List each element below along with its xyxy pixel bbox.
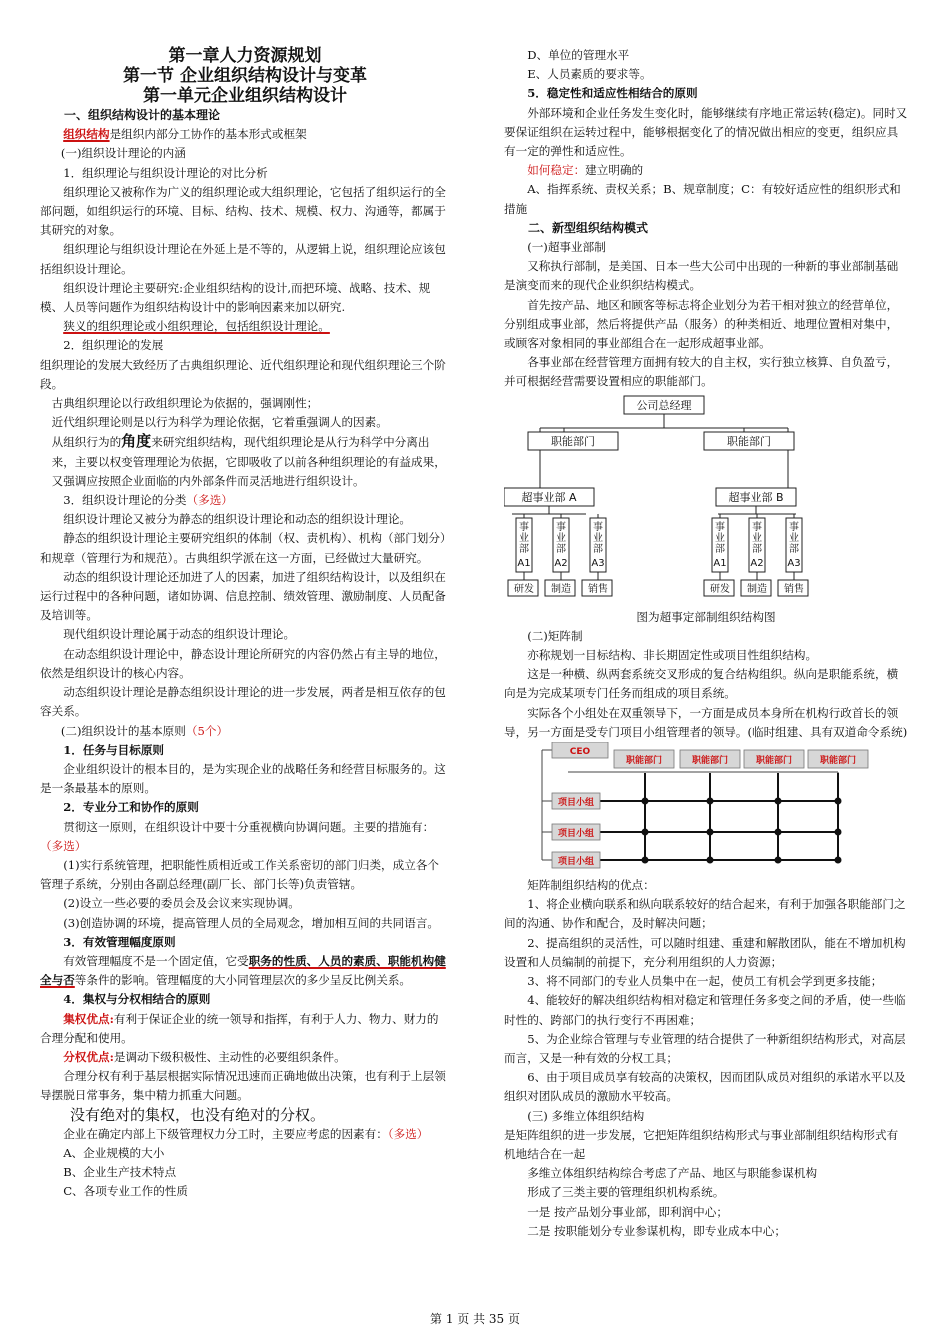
item-development: 2．组织理论的发展 xyxy=(63,338,164,353)
stability-items: A、指挥系统、责权关系；B、规章制度；C：有较好适应性的组织形式和措施 xyxy=(504,182,901,216)
paragraph: 组织设计理论主要研究:企业组织结构的设计,而把环境、战略、技术、规模、人员等问题作为组织结构设计中的影响因素来加以研究. xyxy=(40,280,431,315)
org-division-id: A3 xyxy=(787,557,801,569)
org-definition: 组织结构是组织内部分工协作的基本形式或框架 xyxy=(63,127,307,142)
matrix-advantage: 6、由于项目成员享有较高的决策权，因而团队成员对组织的承诺水平以及组织对团队成员的激励水平较高。 xyxy=(504,1070,906,1104)
org-division-char: 事 xyxy=(556,521,566,533)
paragraph: 现代组织设计理论属于动态的组织设计理论。 xyxy=(63,627,296,642)
org-division-char: 业 xyxy=(593,532,603,544)
paragraph: 近代组织理论则是以行为科学为理论依据，它着重强调人的因素。 xyxy=(51,415,388,430)
org-division-char: 部 xyxy=(593,543,603,555)
org-division-char: 业 xyxy=(789,532,799,544)
matrix-advantage: 5、为企业综合管理与专业管理的结合提供了一种新组织结构形式，对高层而言，又是一种有效的分权工具； xyxy=(504,1031,906,1065)
paragraph: 又称执行部制，是美国、日本一些大公司中出现的一种新的事业部制基础是演变而来的现代企业织织结构模式。 xyxy=(504,259,899,293)
principle-3: 3．有效管理幅度原则 xyxy=(63,934,176,949)
matrix-team: 项目小组 xyxy=(557,829,595,840)
item-classification: 3．组织设计理论的分类（多选） xyxy=(63,493,233,508)
principle-5: 5．稳定性和适应性相结合的原则 xyxy=(527,86,698,101)
right-column xyxy=(504,46,908,1241)
paragraph: 多维立体组织结构综合考虑了产品、地区与职能参谋机构 xyxy=(527,1166,818,1181)
factor-d: D、单位的管理水平 xyxy=(527,48,630,62)
section-title: 第一节 企业组织结构设计与变革 xyxy=(123,66,367,86)
matrix-org-chart xyxy=(504,742,908,876)
centralization-advantages: 集权优点:有利于保证企业的统一领导和指挥，有利于人力、物力、财力的合理分配和使用。 xyxy=(40,1011,439,1045)
org-division-char: 部 xyxy=(752,543,762,555)
org-division-char: 业 xyxy=(715,532,725,544)
org-sbu-b: 超事业部 B xyxy=(728,490,784,504)
factor-e: E、人员素质的要求等。 xyxy=(527,67,652,82)
org-function-label: 销售 xyxy=(588,583,608,595)
factor-a: A、企业规模的大小 xyxy=(63,1145,165,1160)
org-chart-caption: 图为超事定部制组织结构图 xyxy=(636,609,776,624)
org-division-id: A2 xyxy=(554,557,568,569)
paragraph: 古典组织理论以行政组织理论为依据的，强调刚性； xyxy=(51,396,319,411)
org-function-label: 研发 xyxy=(710,583,730,595)
paragraph: (3)创造协调的环境，提高管理人员的全局观念，增加相互间的共同语言。 xyxy=(63,915,440,930)
matrix-advantage: 1、将企业横向联系和纵向联系较好的结合起来，有利于加强各职能部门之间的沟通、协作和配合，及时解决问题； xyxy=(504,897,906,931)
principle-4: 4．集权与分权相结合的原则 xyxy=(63,992,211,1007)
org-function-label: 研发 xyxy=(514,583,534,595)
paragraph: 动态组织设计理论是静态组织设计理论的进一步发展，两者是相互依存的包容关系。 xyxy=(40,685,446,719)
paragraph: 外部环境和企业任务发生变化时，能够继续有序地正常运转(稳定)。同时又要保证组织在运转过程中，能够根据变化了的情况做出相应的变更，组织应具有一定的弹性和适应性。 xyxy=(504,105,908,159)
left-column xyxy=(40,46,450,1202)
paragraph: 组织理论的发展大致经历了古典组织理论、近代组织理论和现代组织理论三个阶段。 xyxy=(40,357,446,391)
paragraph: 形成了三类主要的管理组织机构系统。 xyxy=(527,1185,725,1200)
paragraph: 是矩阵组织的进一步发展，它把矩阵组织结构形式与事业部制组织结构形式有机地结合在一起 xyxy=(504,1127,899,1161)
paragraph: (2)设立一些必要的委员会及会议来实现协调。 xyxy=(63,896,300,911)
paragraph: 各事业部在经营管理方面拥有较大的自主权，实行独立核算、自负盈亏，并可根据经营需要设置相应的职能部门。 xyxy=(504,355,899,389)
paragraph: 亦称规划一目标结构、非长期固定性或项目性组织结构。 xyxy=(527,648,818,663)
paragraph: 一是 按产品划分事业部，即利润中心； xyxy=(527,1204,728,1219)
org-func-right: 职能部门 xyxy=(727,434,771,448)
key-statement: 没有绝对的集权，也没有绝对的分权。 xyxy=(70,1105,326,1124)
decentralization-advantages: 分权优点:是调动下级积极性、主动性的必要组织条件。 xyxy=(63,1049,346,1064)
factor-c: C、各项专业工作的性质 xyxy=(63,1184,188,1199)
chapter-title: 第一章人力资源规划 xyxy=(168,46,322,66)
item-comparison: 1．组织理论与组织设计理论的对比分析 xyxy=(63,165,268,180)
matrix-dept: 职能部门 xyxy=(819,756,857,767)
org-division-id: A2 xyxy=(750,557,764,569)
unit-title: 第一单元企业组织结构设计 xyxy=(143,86,347,106)
org-function-label: 制造 xyxy=(747,583,767,595)
paragraph: 有效管理幅度不是一个固定值，它受职务的性质、人员的素质、职能机构健全与否等条件的影响。管理幅度的大小同管理层次的多少呈反比例关系。 xyxy=(40,953,446,988)
org-division-char: 业 xyxy=(752,532,762,544)
org-division-id: A1 xyxy=(517,557,531,569)
org-division-char: 事 xyxy=(715,521,725,533)
matrix-team: 项目小组 xyxy=(557,798,595,809)
org-top: 公司总经理 xyxy=(636,398,692,412)
org-func-left: 职能部门 xyxy=(551,434,595,448)
org-division-char: 业 xyxy=(519,532,529,544)
paragraph: 企业在确定内部上下级管理权力分工时，主要应考虑的因素有：（多选） xyxy=(63,1126,429,1141)
paragraph: 从组织行为的角度来研究组织结构，现代组织理论是从行为科学中分离出来，主要以权变管理理论为依据，它即吸收了以前各种组织理论的有益成果，又强调应按照企业面临的内外部条件而灵活地进行组织设计。 xyxy=(51,432,446,488)
org-division-char: 部 xyxy=(556,543,566,555)
paragraph: 首先按产品、地区和顾客等标志将企业划分为若干相对独立的经营单位，分别组成事业部，然后将提供产品（服务）的种类相近、地理位置相对集中，或顾客对象相同的事业部组合在一起形成超事业部。 xyxy=(504,297,899,351)
paragraph: 组织理论又被称作为广义的组织理论或大组织理论，它包括了组织运行的全部问题，如组织运行的环境、目标、结构、技术、规模、权力、沟通等，都属于其研究的对象。 xyxy=(40,184,446,238)
page-footer: 第 1 页 共 35 页 xyxy=(430,1312,520,1326)
org-division-char: 部 xyxy=(789,543,799,555)
sub-heading-connotation: (一)组织设计理论的内涵 xyxy=(60,146,186,161)
heading-basic-theory: 一、组织结构设计的基本理论 xyxy=(64,108,221,122)
paragraph: 静态的组织设计理论主要研究组织的体制（权、责机构）、机构（部门划分）和规章（管理行为和规范）。古典组织学派在这一方面，已经做过大量研究。 xyxy=(40,531,446,565)
paragraph: (1)实行系统管理，把职能性质相近或工作关系密切的部门归类，成立各个管理子系统，分别由各副总经理(副厂长、部门长等)负责管辖。 xyxy=(40,857,440,892)
org-function-label: 销售 xyxy=(784,583,804,595)
org-division-char: 事 xyxy=(519,521,529,533)
heading-new-models: 二、新型组织结构模式 xyxy=(528,220,649,235)
sub-heading-principles: (二)组织设计的基本原则（5个） xyxy=(60,723,229,738)
org-division-id: A3 xyxy=(591,557,605,569)
matrix-ceo: CEO xyxy=(569,747,591,758)
org-division-char: 部 xyxy=(519,543,529,555)
principle-1: 1．任务与目标原则 xyxy=(63,742,165,757)
org-division-char: 事 xyxy=(789,521,799,533)
paragraph: 狭义的组织理论或小组织理论，包括组织设计理论。 xyxy=(63,319,330,334)
sub-heading-multidim: (三) 多维立体组织结构 xyxy=(527,1108,645,1123)
paragraph: 组织理论与组织设计理论在外延上是不等的，从逻辑上说，组织理论应该包括组织设计理论。 xyxy=(40,242,446,276)
org-division-char: 业 xyxy=(556,532,566,544)
paragraph: 实际各个小组处在双重领导下，一方面是成员本身所在机构行政首长的领导，另一方面是受专门项目小组管理者的领导。(临时组建、具有双道命令系统) xyxy=(504,705,908,739)
sub-heading-super-division: (一)超事业部制 xyxy=(527,240,606,255)
org-division-char: 部 xyxy=(715,543,725,555)
paragraph: 二是 按职能划分专业参谋机构，即专业成本中心； xyxy=(527,1223,786,1238)
org-division-id: A1 xyxy=(713,557,727,569)
org-sbu-a: 超事业部 A xyxy=(521,490,577,504)
matrix-advantage: 2、提高组织的灵活性，可以随时组建、重建和解散团队，能在不增加机构设置和人员编制的前提下，充分利用组织的人力资源； xyxy=(504,935,906,969)
matrix-team: 项目小组 xyxy=(557,857,595,868)
paragraph: 这是一种横、纵两套系统交叉形成的复合结构组织。纵向是职能系统，横向是为完成某项专门任务而组成的项目系统。 xyxy=(504,667,899,701)
paragraph: 在动态组织设计理论中，静态设计理论所研究的内容仍然占有主导的地位，依然是组织设计的核心内容。 xyxy=(40,646,446,680)
matrix-advantage: 4、能较好的解决组织结构相对稳定和管理任务多变之间的矛盾，使一些临时性的、跨部门的执行变行不再困难； xyxy=(504,993,906,1027)
matrix-dept: 职能部门 xyxy=(755,756,793,767)
matrix-advantages-title: 矩阵制组织结构的优点： xyxy=(527,878,655,893)
principle-2: 2．专业分工和协作的原则 xyxy=(63,800,199,815)
matrix-dept: 职能部门 xyxy=(691,756,729,767)
matrix-dept: 职能部门 xyxy=(625,756,663,767)
paragraph: 企业组织设计的根本目的，是为实现企业的战略任务和经营目标服务的。这是一条最基本的原则。 xyxy=(40,761,446,796)
stability-how: 如何稳定：建立明确的 xyxy=(527,163,644,178)
factor-b: B、企业生产技术特点 xyxy=(63,1165,177,1180)
org-function-label: 制造 xyxy=(551,583,571,595)
org-division-char: 事 xyxy=(752,521,762,533)
paragraph: 贯彻这一原则，在组织设计中要十分重视横向协调问题。主要的措施有：（多选） xyxy=(40,819,435,853)
paragraph: 动态的组织设计理论还加进了人的因素，加进了组织结构设计，以及组织在运行过程中的各种问题，诸如协调、信息控制、绩效管理、激励制度、人员配备及培训等。 xyxy=(40,569,446,623)
paragraph: 合理分权有利于基层根据实际情况迅速而正确地做出决策，也有利于上层领导摆脱日常事务，集中精力抓重大问题。 xyxy=(40,1069,446,1103)
matrix-advantage: 3、将不同部门的专业人员集中在一起，使员工有机会学到更多技能； xyxy=(527,974,883,989)
paragraph: 组织设计理论又被分为静态的组织设计理论和动态的组织设计理论。 xyxy=(63,512,412,527)
sub-heading-matrix: (二)矩阵制 xyxy=(527,628,583,643)
org-division-char: 事 xyxy=(593,521,603,533)
super-division-org-chart xyxy=(504,392,908,608)
